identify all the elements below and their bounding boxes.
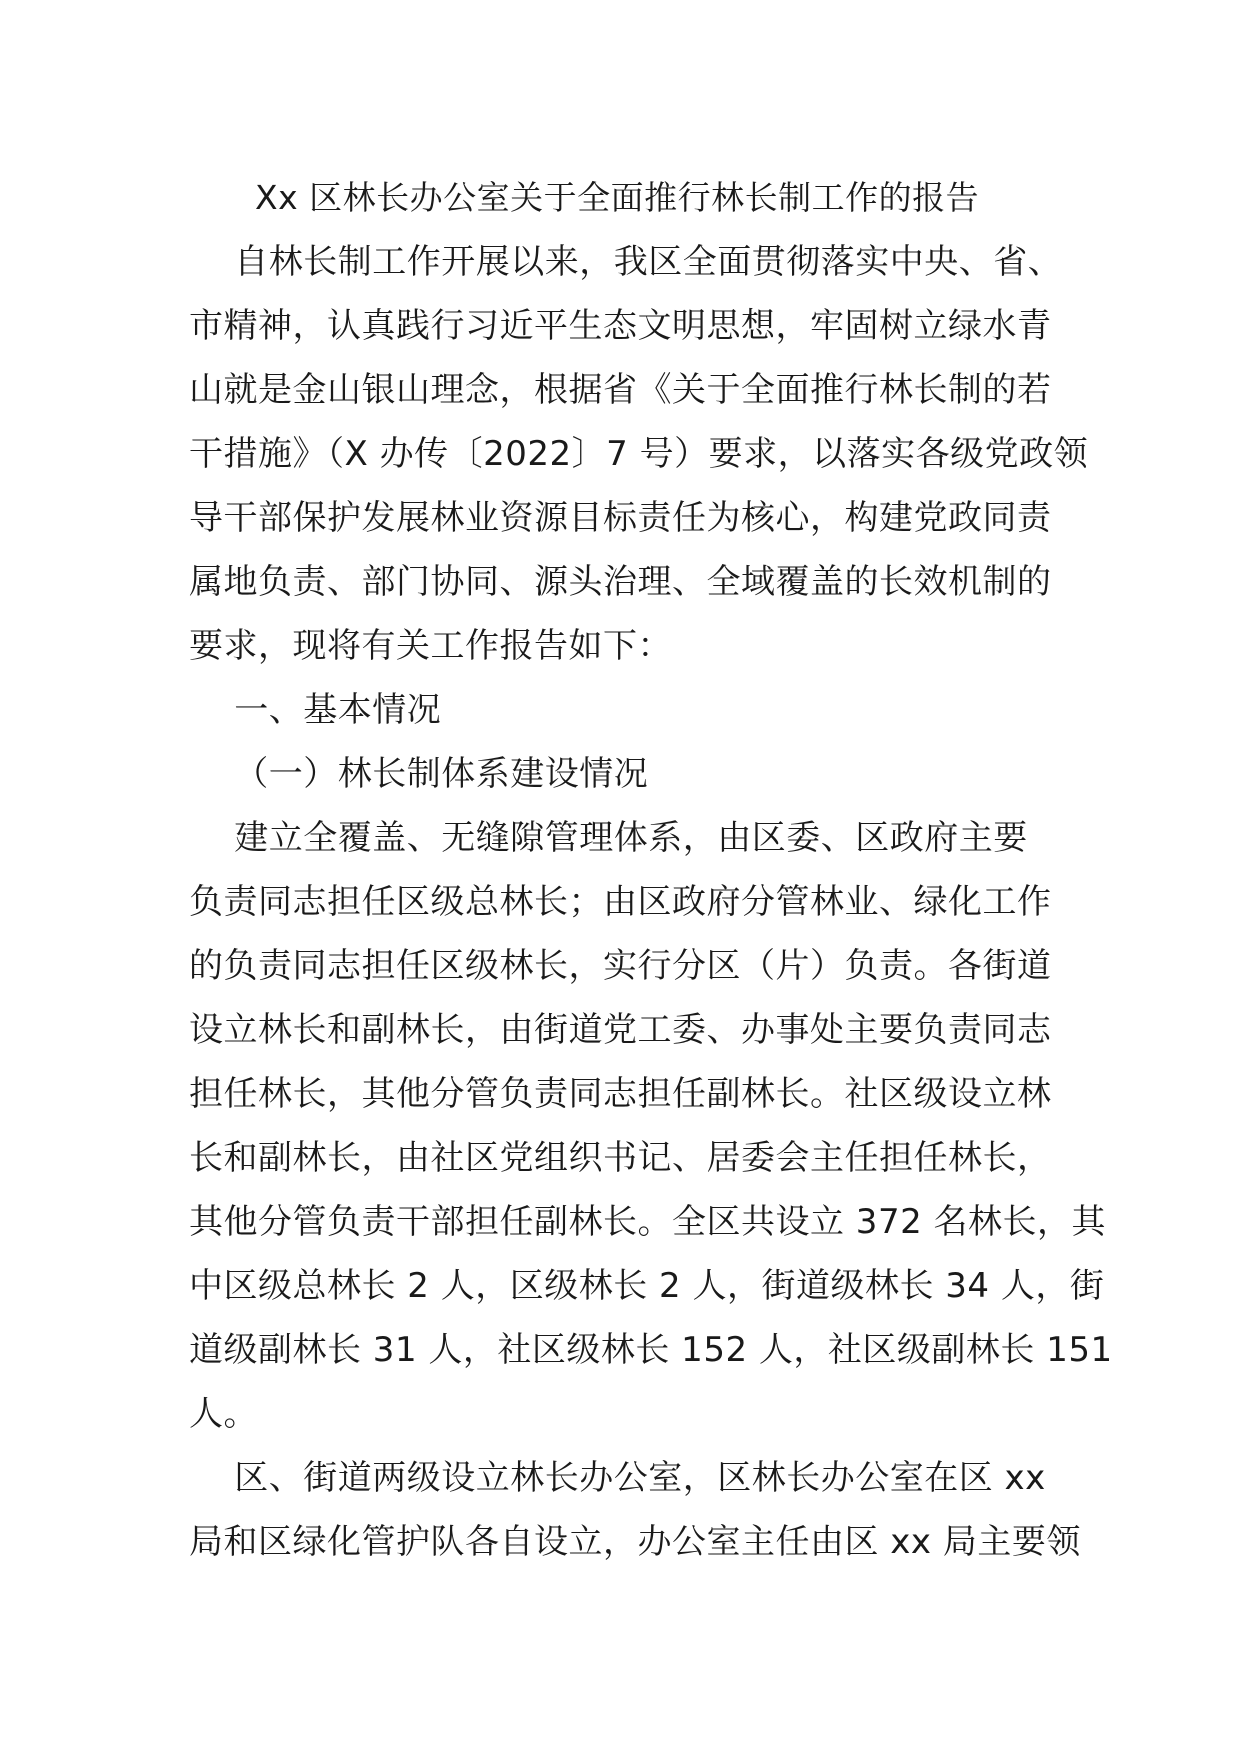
paragraph-line: 干措施》（X 办传〔2022〕7 号）要求，以落实各级党政领 — [189, 434, 1089, 474]
paragraph-line: 属地负责、部门协同、源头治理、全域覆盖的长效机制的 — [189, 562, 1052, 602]
paragraph-line: 建立全覆盖、无缝隙管理体系，由区委、区政府主要 — [189, 818, 1028, 858]
paragraph-line: 导干部保护发展林业资源目标责任为核心，构建党政同责 — [189, 498, 1052, 538]
paragraph-line: 局和区绿化管护队各自设立，办公室主任由区 xx 局主要领 — [189, 1522, 1081, 1562]
paragraph-line: 担任林长，其他分管负责同志担任副林长。社区级设立林 — [189, 1074, 1052, 1114]
paragraph-line: 道级副林长 31 人，社区级林长 152 人，社区级副林长 151 — [189, 1330, 1113, 1370]
paragraph-line: 人。 — [189, 1394, 258, 1434]
paragraph-line: 负责同志担任区级总林长；由区政府分管林业、绿化工作 — [189, 882, 1052, 922]
document-title: Xx 区林长办公室关于全面推行林长制工作的报告 — [255, 178, 980, 217]
section-heading: 一、基本情况 — [189, 690, 442, 730]
paragraph-line: 设立林长和副林长，由街道党工委、办事处主要负责同志 — [189, 1010, 1052, 1050]
paragraph-line: 自林长制工作开展以来，我区全面贯彻落实中央、省、 — [189, 242, 1063, 282]
document-body — [189, 166, 1113, 1574]
paragraph-line: 山就是金山银山理念，根据省《关于全面推行林长制的若 — [189, 370, 1052, 410]
paragraph-line: 中区级总林长 2 人，区级林长 2 人，街道级林长 34 人，街 — [189, 1266, 1105, 1306]
paragraph-line: 其他分管负责干部担任副林长。全区共设立 372 名林长，其 — [189, 1202, 1107, 1242]
paragraph-line: 市精神，认真践行习近平生态文明思想，牢固树立绿水青 — [189, 306, 1052, 346]
paragraph-line: 长和副林长，由社区党组织书记、居委会主任担任林长， — [189, 1138, 1052, 1178]
paragraph-line: 的负责同志担任区级林长，实行分区（片）负责。各街道 — [189, 946, 1052, 986]
paragraph-line: 区、街道两级设立林长办公室，区林长办公室在区 xx — [189, 1458, 1046, 1498]
paragraph-line: 要求，现将有关工作报告如下： — [189, 626, 672, 666]
subsection-heading: （一）林长制体系建设情况 — [189, 754, 649, 794]
